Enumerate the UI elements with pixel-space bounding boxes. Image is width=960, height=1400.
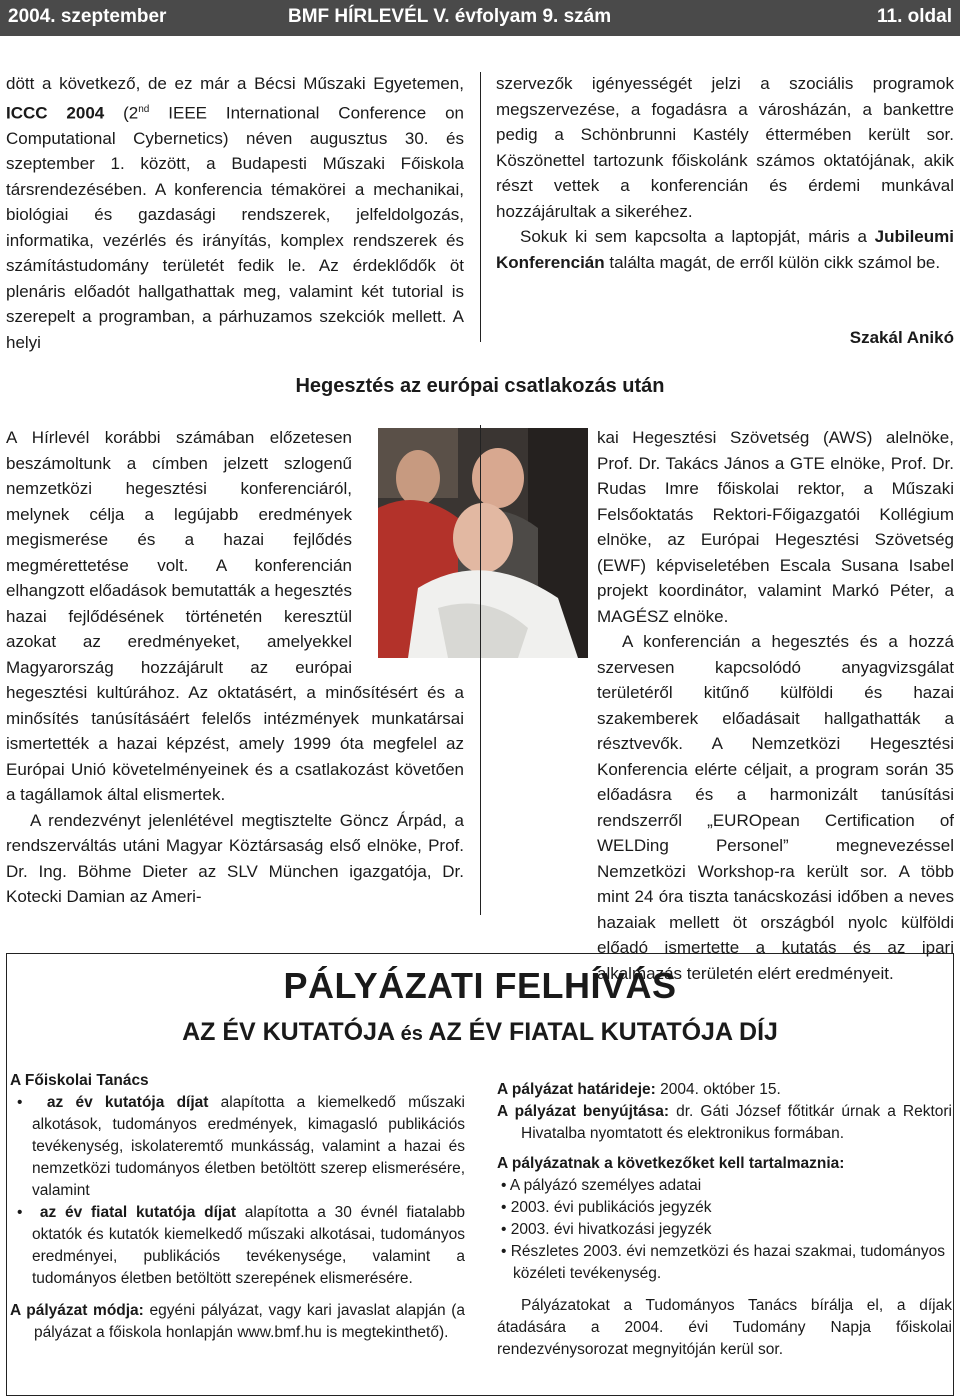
article-left-paragraph-2: A rendezvényt jelenlétével megtisztelte Göncz Árpád, a rendszerváltás utáni Magyar Köztársaság első elnöke, Prof. Dr. Ing. Böhme Dieter az SLV München igazgatója, Dr. Kotecki Damian az Ameri- — [6, 810, 464, 906]
council-label: A Főiskolai Tanács — [10, 1072, 149, 1089]
application-mode: A pályázat módja: egyéni pályázat, vagy kari javaslat alapján (a pályázat a főiskola honlapján www.bmf.hu is megtekinthető). — [10, 1302, 465, 1341]
header-publication: BMF HÍRLEVÉL V. évfolyam 9. szám — [288, 6, 612, 27]
article-right-paragraph-2: A konferencián a hegesztés és a hozzá szervesen kapcsolódó anyagvizsgálat területéről kitűnő külföldi és hazai szakemberek előadásait hallgathatták a résztvevők. A Nemzetközi Hegesztési Konferencia elérte céljait, a program során 35 előadásra és a harmonizált tanúsítási rendszerről „EUROpean Certification of WELDing Personel” megnevezéssel Nemzetközi Workshop-ra került sor. A több mint 24 óra tiszta tanácskozási időben a neves hazaiak mellett öt országból nyolc külföldi előadó ismertette a kutatás és az ipari alkalmazás területén elért eredményeit. — [597, 632, 954, 983]
contents-item: • A pályázó személyes adatai — [501, 1177, 702, 1194]
contents-item: • 2003. évi hivatkozási jegyzék — [501, 1221, 712, 1238]
call-title: PÁLYÁZATI FELHÍVÁS — [283, 965, 677, 1006]
contents-item: • 2003. évi publikációs jegyzék — [501, 1199, 712, 1216]
top-right-column — [496, 71, 954, 275]
contents-item: • Részletes 2003. évi nemzetközi és hazai szakmai, tudományos közéleti tevékenység. — [501, 1243, 945, 1282]
bullet-award-young-researcher: • az év fiatal kutatója díjat alapította a 30 évnél fiatalabb oktatók és kutatók kiemelkedő műszaki alkotásai, tudományos eredményei, publikációs tevékenysége, valamint a tudományos életben betöltött szerepének elismerésére. — [17, 1204, 465, 1287]
deadline: A pályázat határideje: 2004. október 15. — [497, 1081, 781, 1098]
column-divider — [480, 72, 481, 342]
call-left-column — [10, 1070, 465, 1344]
author-signature: Szakál Anikó — [849, 328, 954, 347]
contents-label: A pályázatnak a következőket kell tartalmaznia: — [497, 1155, 845, 1172]
call-subtitle: AZ ÉV KUTATÓJA és AZ ÉV FIATAL KUTATÓJA DÍJ — [182, 1018, 778, 1046]
top-right-paragraph-1: szervezők igényességét jelzi a szociális programok megszervezése, a fogadásra a városházán, a bankettre pedig a Schönbrunni Kastély éttermében került sor. Köszönettel tartozunk főiskolánk számos oktatójának, akik részt vettek a konferencián és érdemi munkával hozzájárultak a sikeréhez. — [496, 74, 954, 221]
article-right-column — [496, 425, 954, 986]
top-left-paragraph: dött a következő, de ez már a Bécsi Műszaki Egyetemen, ICCC 2004 (2nd IEEE International Conference on Computational Cybernetics) néven augusztus 30. és szeptember 1. között, a Budapesti Műszaki Főiskola társrendezésében. A konferencia témakörei a mechanikai, biológiai és gazdasági rendszerek, jelfeldolgozás, informatika, vezérlés és irányítás, komplex rendszerek és számítástudomány területét fedik le. Az érdeklődők öt plenáris előadót hallgathattak meg, valamint két tutorial is szerepelt a programban, a párhuzamos szekciók mellett. A helyi — [6, 74, 464, 352]
header-date: 2004. szeptember — [8, 6, 167, 27]
submission: A pályázat benyújtása: dr. Gáti József főtitkár úrnak a Rektori Hivatalba nyomtatott és elektronikus formában. — [497, 1103, 952, 1142]
article-right-paragraph-1: kai Hegesztési Szövetség (AWS) alelnöke, Prof. Dr. Takács János a GTE elnöke, Prof. Dr. Rudas Imre főiskolai rektor, a Műszaki Felsőoktatás Rektori-Főigazgatói Kollégium elnöke, az Európai Hegesztési Szövetség (EWF) képviseletében Escala Susana Isabel projekt koordinátor, valamint Markó Péter, a MAGÉSZ elnöke. — [597, 428, 954, 626]
header-page-number: 11. oldal — [877, 6, 952, 27]
call-right-column — [497, 1079, 952, 1361]
article-left-paragraph-1: A Hírlevél korábbi számában előzetesen beszámoltunk a címben jelzett szlogenű nemzetközi hegesztési konferenciáról, melynek célja a legújabb eredmények megismerése és a hazai fejlődés megmérettetése volt. A konferencián elhangzott előadások bemutatták a hegesztés hazai fejlődésének történetén keresztül azokat az eredményeket, amelyekkel Magyarország hozzájárult az európai hegesztési kultúrához. Az oktatásért, a minősítésért és a minősítés tanúsításáért felelős intézmények munkatársai ismertették a hazai képzést, amely 1999 óta megfelel az Európai Unió követelményeinek és a csatlakozást követően a tagállamok által elismertek. — [6, 428, 464, 804]
column-divider-2 — [480, 425, 481, 915]
top-left-column — [6, 71, 464, 355]
closing-paragraph: Pályázatokat a Tudományos Tanács bírálja el, a díjak átadására a 2004. évi Tudomány Napja főiskolai rendezvénysorozat megnyitóján kerül sor. — [497, 1297, 952, 1358]
top-right-paragraph-2: Sokuk ki sem kapcsolta a laptopját, máris a Jubileumi Konferencián találta magát, de erről külön cikk számol be. — [496, 227, 954, 272]
page-header — [0, 0, 960, 36]
article-title: Hegesztés az európai csatlakozás után — [295, 375, 665, 397]
bullet-award-researcher: • az év kutatója díjat alapította a kiemelkedő műszaki alkotások, tudományos eredmények, kimagasló publikációs tevékenység, iskolateremtő munkásság, valamint a hazai és nemzetközi tudományos életben betöltött szerep elismerésére, valamint — [17, 1094, 465, 1199]
